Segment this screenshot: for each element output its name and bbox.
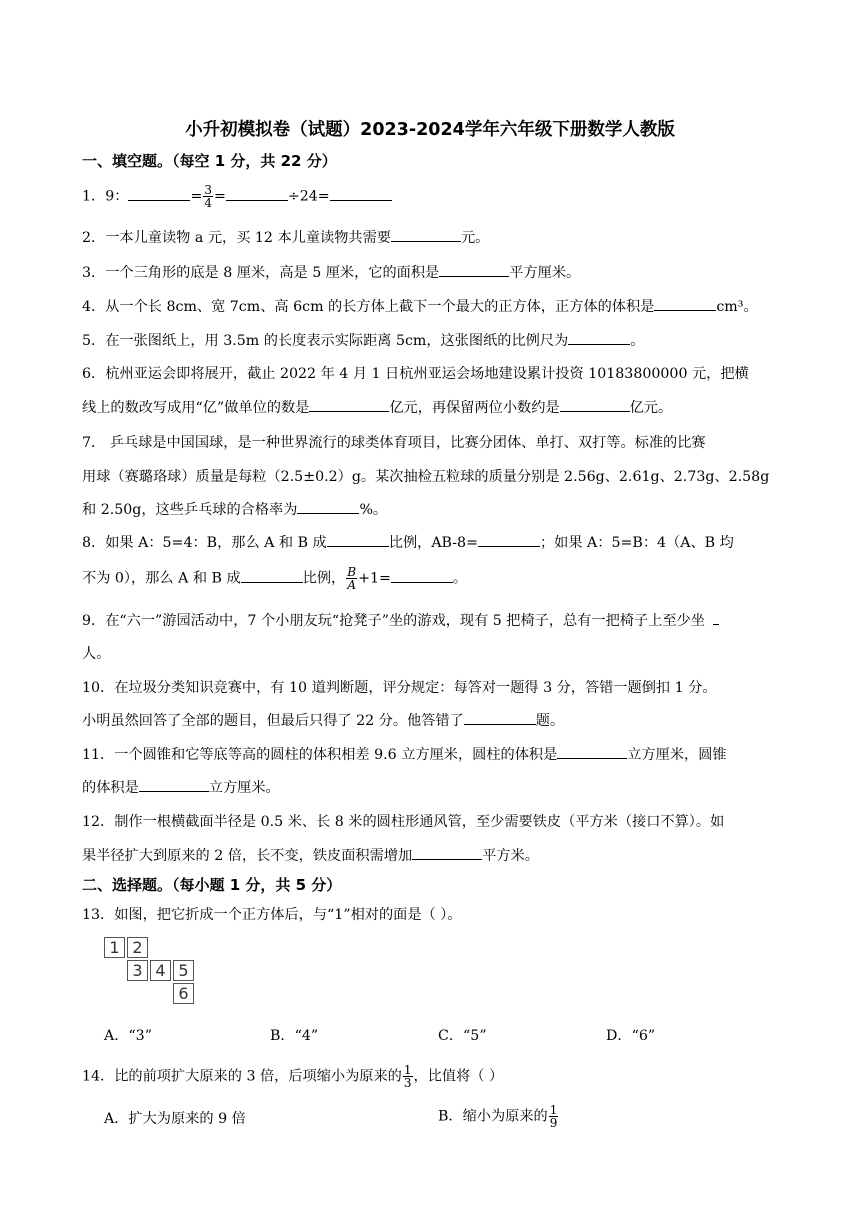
question-10-line-2 bbox=[82, 710, 782, 730]
net-face-1: 1 bbox=[104, 937, 125, 958]
q14-fraction: $\frac{1}{3}$ bbox=[403, 1063, 412, 1090]
question-9-line-2: 人。 bbox=[82, 646, 111, 662]
q3-text-end: 平方厘米。 bbox=[509, 265, 581, 281]
answer-blank[interactable] bbox=[391, 227, 461, 242]
answer-blank[interactable] bbox=[412, 845, 482, 860]
q4-text-end: cm³。 bbox=[716, 299, 758, 315]
question-7-line-2: 用球（赛璐珞球）质量是每粒（2.5±0.2）g。某次抽检五粒球的质量分别是 2.56g、2.61g、2.73g、2.58g bbox=[82, 469, 770, 485]
q6-text-c: 亿元。 bbox=[629, 400, 673, 416]
q4-text: 4．从一个长 8cm、宽 7cm、高 6cm 的长方体上截下一个最大的正方体，正方体的体积是 bbox=[82, 299, 655, 315]
q1-text-a: 1．9： bbox=[82, 188, 129, 205]
answer-blank[interactable] bbox=[327, 532, 389, 547]
q11-text-c: 的体积是 bbox=[82, 780, 139, 796]
q7-text-a: 和 2.50g，这些乒乓球的合格率为 bbox=[82, 502, 298, 518]
answer-blank[interactable] bbox=[391, 568, 453, 583]
q10-text-b: 题。 bbox=[535, 713, 565, 729]
net-face-6: 6 bbox=[173, 983, 194, 1004]
q8-text-b: 比例，AB-8= bbox=[388, 535, 478, 551]
answer-blank[interactable] bbox=[557, 744, 627, 759]
q14-option-a[interactable]: A．扩大为原来的 9 倍 bbox=[104, 1111, 246, 1127]
question-11-line-1 bbox=[82, 744, 782, 764]
answer-blank[interactable] bbox=[568, 330, 630, 345]
net-face-3: 3 bbox=[127, 960, 148, 981]
question-14 bbox=[82, 1064, 782, 1089]
q7-text-b: %。 bbox=[359, 502, 388, 518]
q13-option-c[interactable]: C．“5” bbox=[438, 1028, 487, 1044]
question-3 bbox=[82, 262, 782, 282]
question-13: 13．如图，把它折成一个正方体后，与“1”相对的面是（ ）。 bbox=[82, 907, 462, 923]
q11-text-a: 11．一个圆锥和它等底等高的圆柱的体积相差 9.6 立方厘米，圆柱的体积是 bbox=[82, 747, 558, 763]
q6-text-a: 线上的数改写成用“亿”做单位的数是 bbox=[82, 400, 310, 416]
net-face-5: 5 bbox=[173, 960, 194, 981]
q13-option-a[interactable]: A．“3” bbox=[104, 1028, 152, 1044]
section-fill-in-heading: 一、填空题。（每空 1 分，共 22 分） bbox=[82, 152, 337, 170]
q3-text: 3．一个三角形的底是 8 厘米，高是 5 厘米，它的面积是 bbox=[82, 265, 440, 281]
answer-blank[interactable] bbox=[560, 397, 630, 412]
question-7-line-3 bbox=[82, 499, 782, 519]
q1-text-c: = bbox=[213, 188, 226, 205]
q6-text-b: 亿元，再保留两位小数约是 bbox=[389, 400, 560, 416]
answer-blank[interactable] bbox=[309, 397, 389, 412]
question-12-line-1: 12．制作一根横截面半径是 0.5 米、长 8 米的圆柱形通风管，至少需要铁皮（平方米（接口不算）。如 bbox=[82, 814, 725, 830]
q5-text: 5．在一张图纸上，用 3.5m 的长度表示实际距离 5cm，这张图纸的比例尺为 bbox=[82, 333, 569, 349]
answer-blank[interactable] bbox=[139, 777, 209, 792]
question-8-line-1 bbox=[82, 532, 782, 552]
q2-text-end: 元。 bbox=[460, 230, 490, 246]
q9-text: 9．在“六一”游园活动中，7 个小朋友玩“抢凳子”坐的游戏，现有 5 把椅子，总有一把椅子上至少坐 bbox=[82, 613, 705, 629]
q2-text: 2．一本儿童读物 a 元，买 12 本儿童读物共需要 bbox=[82, 230, 391, 246]
q12-text-a: 果半径扩大到原来的 2 倍，长不变，铁皮面积需增加 bbox=[82, 848, 413, 864]
net-face-2: 2 bbox=[127, 937, 148, 958]
question-9-line-1 bbox=[82, 610, 782, 630]
answer-blank[interactable] bbox=[330, 186, 392, 201]
q1-fraction: $\frac{3}{4}$ bbox=[204, 183, 212, 210]
question-4 bbox=[82, 296, 782, 316]
section-choice-heading: 二、选择题。（每小题 1 分，共 5 分） bbox=[82, 876, 342, 894]
answer-blank[interactable] bbox=[713, 610, 719, 625]
answer-blank[interactable] bbox=[654, 296, 716, 311]
answer-blank[interactable] bbox=[439, 262, 509, 277]
q11-text-b: 立方厘米，圆锥 bbox=[627, 747, 727, 763]
q8-text-e: 比例， bbox=[302, 570, 346, 587]
answer-blank[interactable] bbox=[297, 499, 359, 514]
question-8-line-2 bbox=[82, 566, 782, 591]
question-6-line-2 bbox=[82, 397, 782, 417]
net-face-4: 4 bbox=[150, 960, 171, 981]
page-title: 小升初模拟卷（试题）2023-2024学年六年级下册数学人教版 bbox=[185, 120, 675, 140]
answer-blank[interactable] bbox=[226, 186, 288, 201]
q11-text-d: 立方厘米。 bbox=[208, 780, 280, 796]
q8-text-f: +1= bbox=[358, 570, 391, 587]
q12-text-b: 平方米。 bbox=[482, 848, 539, 864]
q13-option-b[interactable]: B．“4” bbox=[270, 1028, 319, 1044]
q8-fraction: $\frac{B}{A}$ bbox=[347, 565, 357, 592]
q5-text-end: 。 bbox=[630, 333, 645, 349]
q8-text-c: ；如果 A：5=B：4（A、B 均 bbox=[539, 535, 734, 551]
question-7-line-1: 7． 乒乓球是中国国球，是一种世界流行的球类体育项目，比赛分团体、单打、双打等。标准的比赛 bbox=[82, 435, 706, 451]
question-12-line-2 bbox=[82, 845, 782, 865]
q8-text-a: 8．如果 A：5=4：B，那么 A 和 B 成 bbox=[82, 535, 327, 551]
q8-text-d: 不为 0），那么 A 和 B 成 bbox=[82, 570, 241, 587]
q14-option-b[interactable] bbox=[438, 1104, 559, 1129]
question-2 bbox=[82, 227, 782, 247]
q1-text-b: = bbox=[190, 188, 203, 205]
question-10-line-1: 10．在垃圾分类知识竞赛中，有 10 道判断题，评分规定：每答对一题得 3 分，答错一题倒扣 1 分。 bbox=[82, 680, 717, 696]
answer-blank[interactable] bbox=[478, 532, 540, 547]
q10-text-a: 小明虽然回答了全部的题目，但最后只得了 22 分。他答错了 bbox=[82, 713, 464, 729]
answer-blank[interactable] bbox=[464, 710, 536, 725]
q14-text-b: ，比值将（ ） bbox=[413, 1068, 504, 1085]
q14-text-a: 14．比的前项扩大原来的 3 倍，后项缩小为原来的 bbox=[82, 1068, 402, 1085]
answer-blank[interactable] bbox=[241, 568, 303, 583]
answer-blank[interactable] bbox=[128, 186, 190, 201]
q14-option-b-text: B．缩小为原来的 bbox=[438, 1108, 548, 1125]
question-6-line-1: 6．杭州亚运会即将展开，截止 2022 年 4 月 1 日杭州亚运会场地建设累计投资 10183800000 元，把横 bbox=[82, 366, 749, 382]
question-1 bbox=[82, 184, 782, 209]
q8-text-g: 。 bbox=[452, 570, 468, 587]
question-5 bbox=[82, 330, 782, 350]
q13-option-d[interactable]: D．“6” bbox=[606, 1028, 656, 1044]
q1-text-d: ÷24= bbox=[287, 188, 330, 205]
question-11-line-2 bbox=[82, 777, 782, 797]
q14-option-b-fraction: $\frac{1}{9}$ bbox=[549, 1103, 558, 1130]
